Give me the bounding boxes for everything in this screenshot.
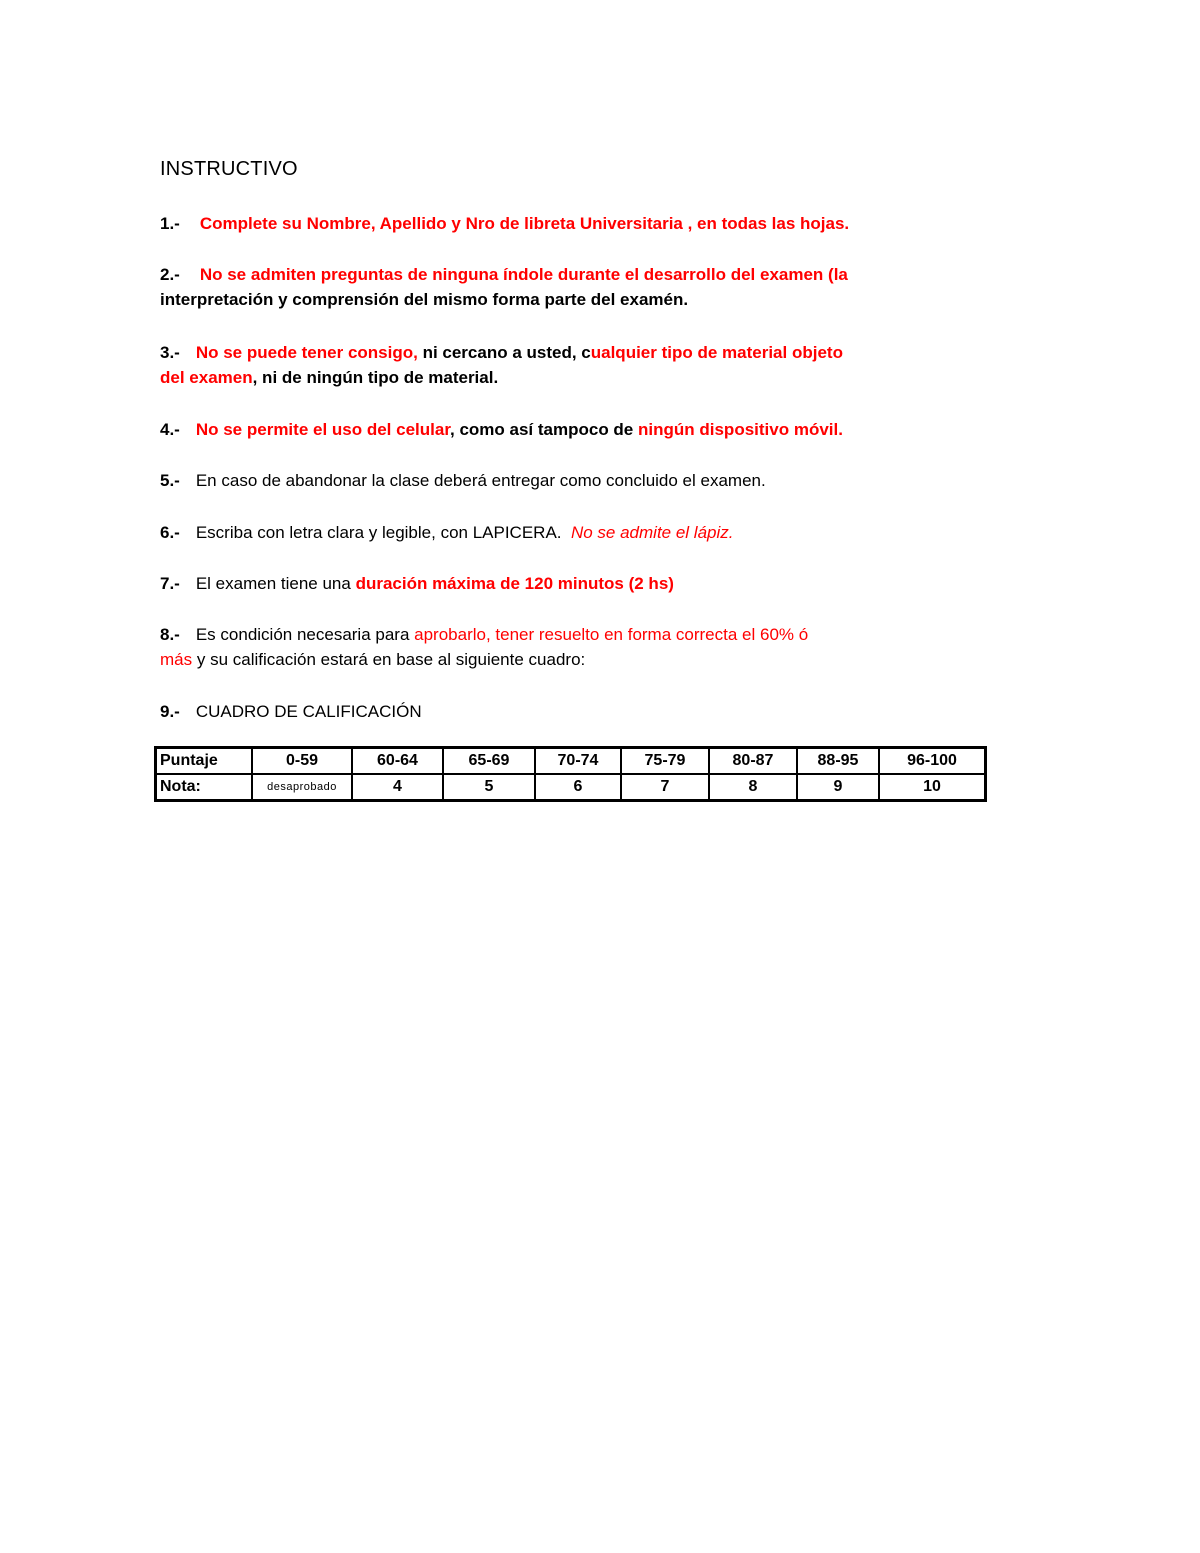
item-number: 7.- (160, 574, 180, 593)
table-cell: 5 (443, 774, 535, 801)
item-number: 1.- (160, 214, 180, 233)
instruction-9 (160, 699, 920, 724)
item-number: 6.- (160, 523, 180, 542)
instruction-text: , como así tampoco de (450, 420, 638, 439)
grade-table (154, 746, 987, 802)
table-cell: desaprobado (252, 774, 352, 801)
instruction-6 (160, 520, 920, 545)
instruction-text: Escriba con letra clara y legible, con LAPICERA. (195, 523, 562, 542)
table-cell: 96-100 (879, 748, 986, 775)
instruction-text: No se permite el uso del celular (195, 420, 450, 439)
instruction-text: Complete su Nombre, Apellido y Nro de libreta Universitaria , en todas las hojas. (199, 214, 850, 233)
table-cell: 70-74 (535, 748, 621, 775)
table-cell: 10 (879, 774, 986, 801)
table-cell: 65-69 (443, 748, 535, 775)
item-number: 4.- (160, 420, 180, 439)
item-number: 3.- (160, 343, 180, 362)
table-cell: 0-59 (252, 748, 352, 775)
instruction-1 (160, 211, 920, 236)
table-cell: 60-64 (352, 748, 443, 775)
instruction-text: En caso de abandonar la clase deberá entregar como concluido el examen. (195, 471, 766, 490)
table-cell: 88-95 (797, 748, 879, 775)
table-cell: 6 (535, 774, 621, 801)
instruction-7 (160, 571, 920, 596)
instruction-text: ni cercano a usted, c (417, 343, 591, 362)
instruction-text: ualquier tipo de material objeto (590, 343, 843, 362)
instruction-text: del examen (160, 368, 253, 387)
table-cell: 9 (797, 774, 879, 801)
table-cell: 4 (352, 774, 443, 801)
instruction-text: CUADRO DE CALIFICACIÓN (195, 702, 422, 721)
instruction-4 (160, 417, 920, 442)
instruction-text: aprobarlo, tener resuelto en forma correcta el 60% ó (414, 625, 809, 644)
instruction-3 (160, 340, 920, 390)
instruction-text: El examen tiene una (195, 574, 356, 593)
document-title: INSTRUCTIVO (160, 158, 298, 180)
table-cell: 7 (621, 774, 709, 801)
instruction-text: No se puede tener consigo, (195, 343, 418, 362)
table-row-header: Puntaje (156, 748, 253, 775)
instruction-text: Es condición necesaria para (195, 625, 415, 644)
instruction-text: No se admiten preguntas de ninguna índole durante el desarrollo del examen (la (199, 265, 848, 284)
instruction-text: duración máxima de 120 minutos (2 hs) (355, 574, 674, 593)
instruction-text: , ni de ningún tipo de material. (252, 368, 499, 387)
item-number: 5.- (160, 471, 180, 490)
instruction-8 (160, 622, 920, 672)
instruction-text: y su calificación estará en base al siguiente cuadro: (192, 650, 586, 669)
item-number: 8.- (160, 625, 180, 644)
table-row (156, 748, 986, 775)
table-row (156, 774, 986, 801)
table-row-header: Nota: (156, 774, 253, 801)
instruction-text: más (160, 650, 193, 669)
instruction-text: ningún dispositivo móvil. (638, 420, 843, 439)
table-cell: 80-87 (709, 748, 797, 775)
instruction-text: No se admite el lápiz. (570, 523, 734, 542)
item-number: 2.- (160, 265, 180, 284)
instruction-text: interpretación y comprensión del mismo forma parte del examén. (160, 290, 689, 309)
item-number: 9.- (160, 702, 180, 721)
instruction-5 (160, 468, 920, 493)
table-cell: 75-79 (621, 748, 709, 775)
table-cell: 8 (709, 774, 797, 801)
instruction-2 (160, 262, 920, 312)
